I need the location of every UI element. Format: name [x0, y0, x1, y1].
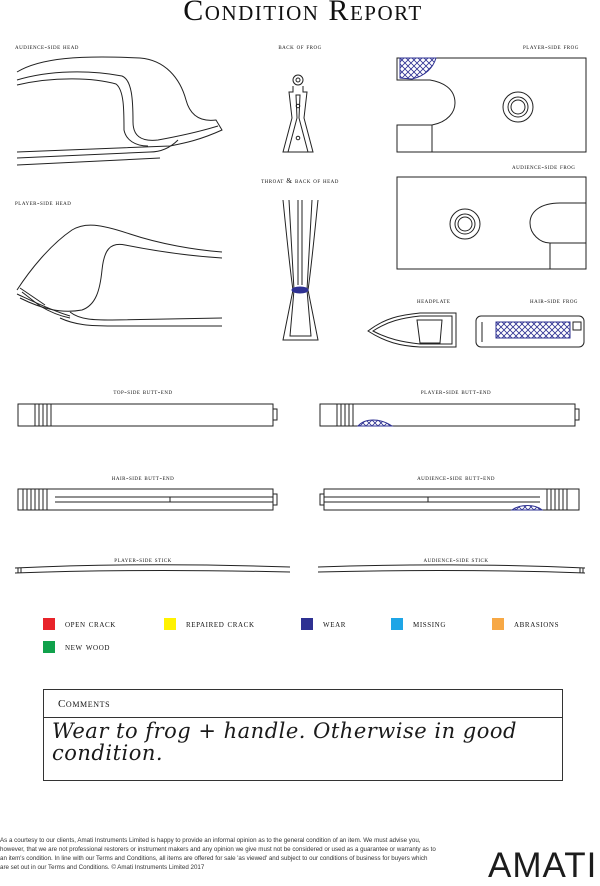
legend-item-repaired-crack	[164, 617, 255, 631]
label-hair-side-frog: hair-side frog	[530, 296, 579, 305]
legend-swatch	[43, 641, 55, 653]
legend-swatch	[301, 618, 313, 630]
legend-label: repaired crack	[186, 618, 255, 630]
page-title: Condition Report	[183, 0, 423, 27]
legend-item-new-wood	[43, 640, 110, 654]
label-hair-side-butt-end: hair-side butt-end	[111, 473, 175, 482]
legend-label: missing	[413, 618, 446, 630]
headplate-drawing	[368, 313, 456, 347]
label-top-side-butt-end: top-side butt-end	[113, 387, 173, 396]
legend-item-open-crack	[43, 617, 116, 631]
legend-label: abrasions	[514, 618, 560, 630]
disclaimer-text: As a courtesy to our clients, Amati Instruments Limited is happy to provide an informal opinion as to the general condition of an item. We must advise you, however, that we are not professional restorers or instrument makers and any opinion we give must not be considered or used as a guarantee or warranty as to an item's condition. In line with our Terms and Conditions, all items are offered for sale 'as viewed' and subject to our conditions of business for buyers which are set out in our Terms and Conditions. © Amati Instruments Limited 2017	[0, 837, 436, 871]
label-back-of-frog: back of frog	[278, 42, 322, 51]
legend-swatch	[43, 618, 55, 630]
label-player-side-butt-end: player-side butt-end	[420, 387, 492, 396]
comments-handwritten-text: Wear to frog + handle. Otherwise in good condition.	[52, 719, 517, 765]
comments-box	[43, 689, 563, 781]
amati-logo: AMATI	[488, 846, 598, 885]
audience-side-frog-drawing	[397, 177, 586, 269]
audience-side-stick-drawing	[318, 565, 585, 573]
label-audience-side-butt-end: audience-side butt-end	[417, 473, 495, 482]
legend-swatch	[492, 618, 504, 630]
label-player-side-frog: player-side frog	[523, 42, 579, 51]
player-side-butt-end-drawing	[320, 404, 579, 426]
top-side-butt-end-drawing	[18, 404, 277, 426]
player-side-frog-drawing	[397, 58, 586, 152]
label-audience-side-head: audience-side head	[15, 42, 79, 51]
legend-swatch	[391, 618, 403, 630]
label-player-side-head: player-side head	[15, 198, 72, 207]
back-of-frog-drawing	[283, 75, 313, 152]
hair-side-frog-drawing	[476, 316, 584, 347]
label-throat-back-of-head: throat & back of head	[261, 176, 339, 185]
legend-item-wear	[301, 617, 346, 631]
legend-label: wear	[323, 618, 347, 630]
label-player-side-stick: player-side stick	[114, 555, 172, 564]
label-audience-side-stick: audience-side stick	[423, 555, 489, 564]
throat-back-of-head-drawing	[283, 200, 318, 340]
legend-label: open crack	[65, 618, 116, 630]
legend-label: new wood	[65, 641, 111, 653]
legend-swatch	[164, 618, 176, 630]
player-side-head-drawing	[17, 225, 222, 326]
label-audience-side-frog: audience-side frog	[512, 162, 576, 171]
hair-side-butt-end-drawing	[18, 489, 277, 510]
player-side-stick-drawing	[15, 565, 290, 573]
label-headplate: headplate	[417, 296, 451, 305]
comments-heading: Comments	[44, 690, 562, 718]
legend-item-missing	[391, 617, 446, 631]
audience-side-head-drawing	[17, 57, 222, 165]
audience-side-butt-end-drawing	[320, 489, 579, 510]
legend-item-abrasions	[492, 617, 559, 631]
